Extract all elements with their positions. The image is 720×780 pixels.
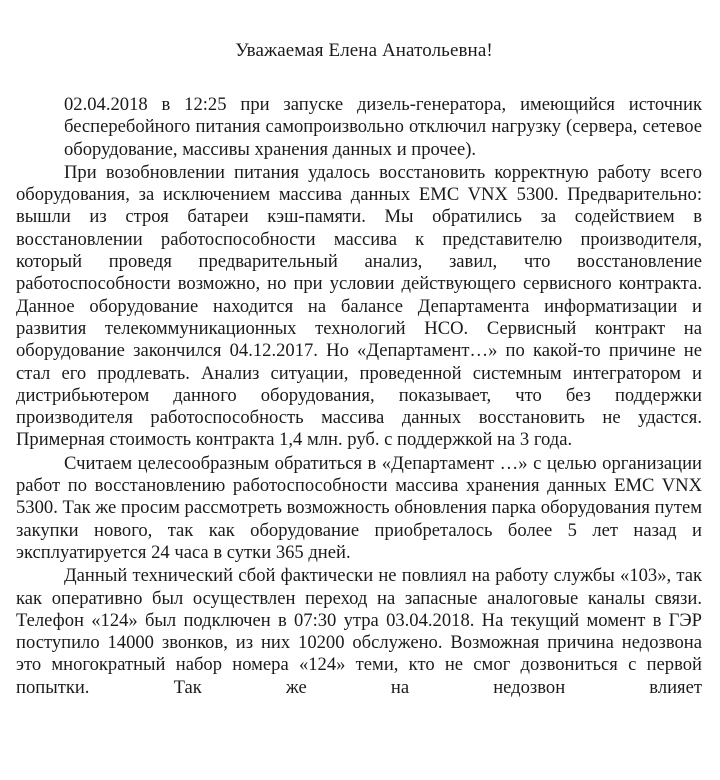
paragraph-request: Считаем целесообразным обратиться в «Департамент …» с целью организации работ по восстановлению работоспособности массива хранения данных EMC VNX 5300. Так же просим рассмотреть возможность обновления парка оборудования путем закупки нового, так как оборудование приобреталось более 5 лет назад и эксплуатируется 24 часа в сутки 365 дней. <box>16 452 702 563</box>
paragraph-power-failure: 02.04.2018 в 12:25 при запуске дизель-генератора, имеющийся источник бесперебойного питания самопроизвольно отключил нагрузку (сервера, сетевое оборудование, массивы хранения данных и прочее). <box>64 94 702 160</box>
salutation: Уважаемая Елена Анатольевна! <box>235 40 493 61</box>
paragraph-service-103: Данный технический сбой фактически не повлиял на работу службы «103», так как оперативно был осуществлен переход на запасные аналоговые каналы связи. Телефон «124» был подключен в 07:30 утра 03.04.2018. На текущий момент в ГЭР поступило 14000 звонков, из них 10200 обслужено. Возможная причина недозвона это многократный набор номера «124» теми, кто не смог дозвониться с первой попытки. Так же на недозвон влияет <box>16 565 702 698</box>
paragraph-restore-work: При возобновлении питания удалось восстановить корректную работу всего оборудования, за исключением массива данных EMC VNX 5300. Предварительно: вышли из строя батареи кэш-памяти. Мы обратились за содействием в восстановлении работоспособности массива к представителю производителя, который проведя предварительный анализ, завил, что восстановление работоспособности возможно, но при условии действующего сервисного контракта. Данное оборудование находится на балансе Департамента информатизации и развития телекоммуникационных технологий НСО. Сервисный контракт на оборудование закончился 04.12.2017. Но «Департамент…» по какой-то причине не стал его продлевать. Анализ ситуации, проведенной системным интегратором и дистрибьютером данного оборудования, показывает, что без поддержки производителя работоспособность массива данных восстановить не удастся. Примерная стоимость контракта 1,4 млн. руб. с поддержкой на 3 года. <box>16 161 702 451</box>
